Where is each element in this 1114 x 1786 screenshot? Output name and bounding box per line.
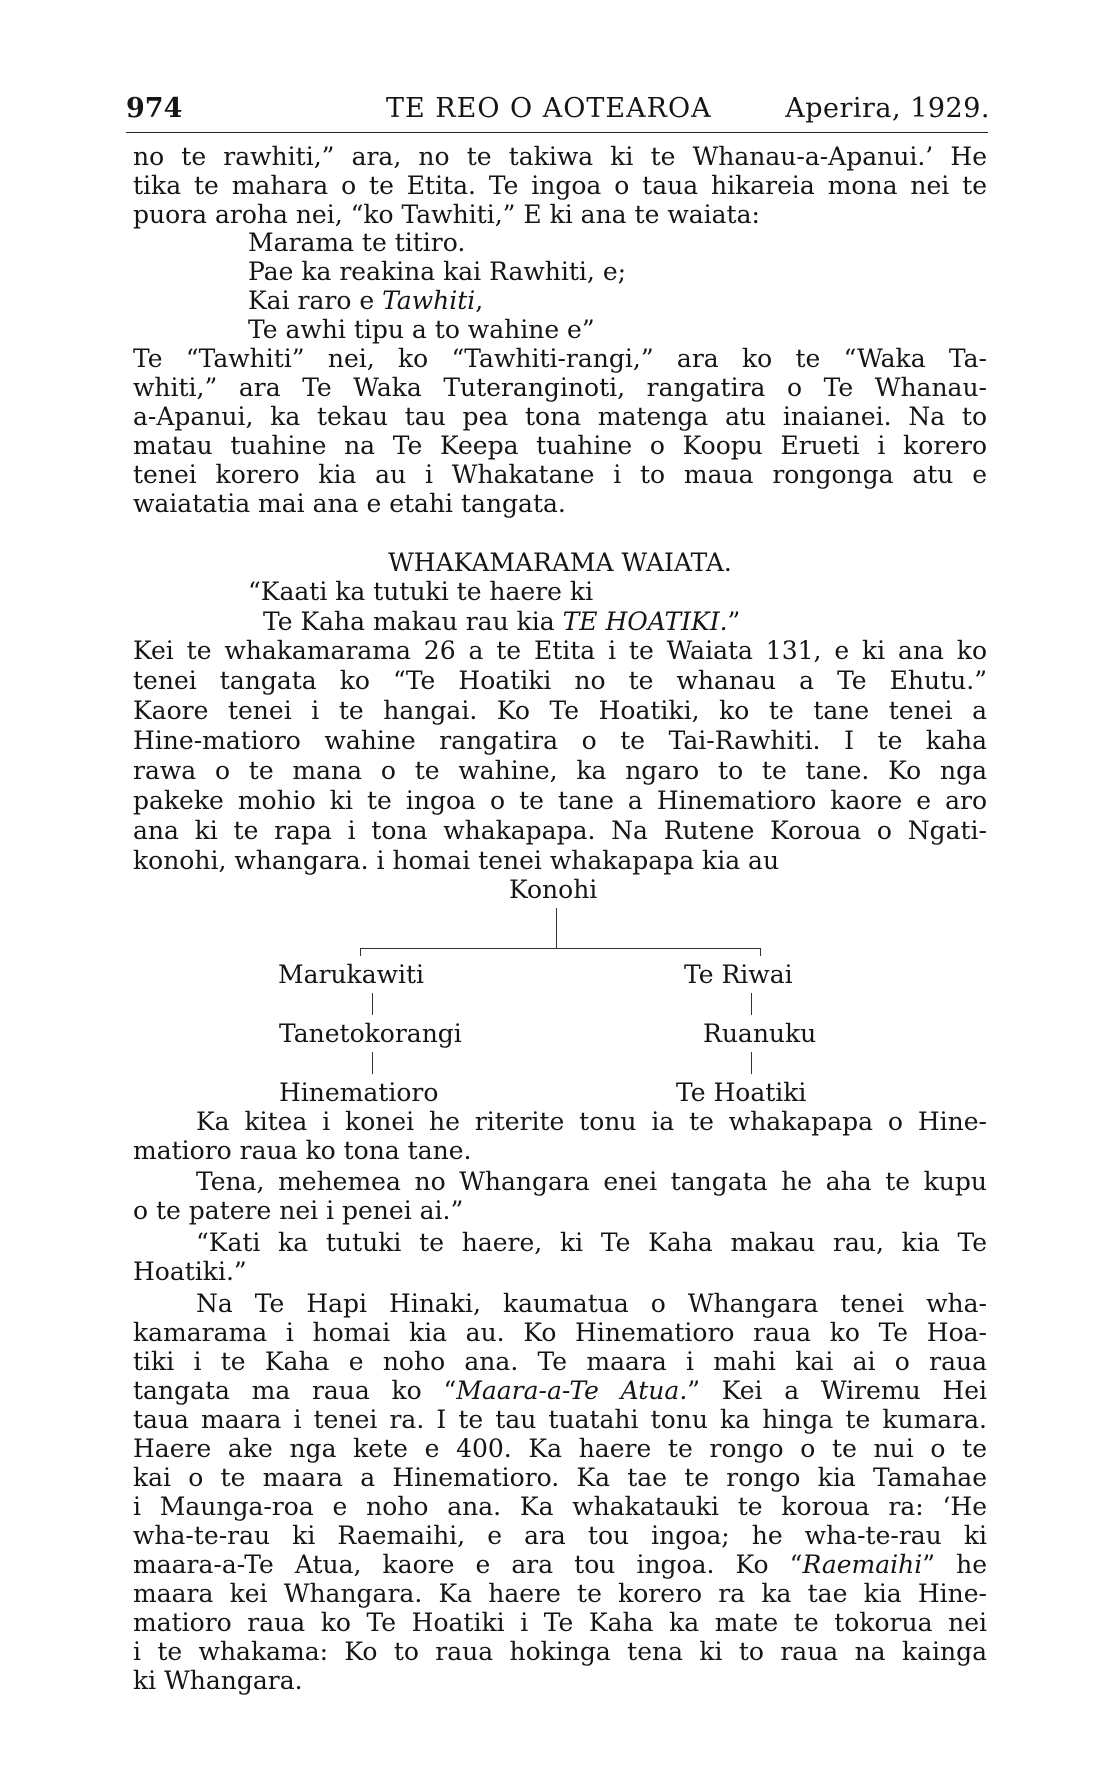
text-span: ” Kei a Wiremu Hei	[687, 1376, 988, 1405]
text-italic: Raemaihi	[802, 1550, 923, 1579]
text-span: maara-a-Te Atua, kaore e ara tou ingoa. Ko “	[133, 1550, 803, 1579]
text-line: Tena, mehemea no Whangara enei tangata he aha te kupu	[196, 1167, 987, 1196]
tree-connector	[372, 993, 373, 1015]
text-line: wha-te-rau ki Raemaihi, e ara tou ingoa; he wha-te-rau ki	[133, 1521, 987, 1550]
page-number: 974	[126, 93, 183, 124]
text-line: tika te mahara o te Etita. Te ingoa o taua hikareia mona nei te	[133, 171, 987, 200]
text-line: Kei te whakamarama 26 a te Etita i te Waiata 131, e ki ana ko	[133, 636, 987, 665]
text-line: matioro raua ko Te Hoatiki i Te Kaha ka mate te tokorua nei	[133, 1608, 987, 1637]
verse-italic: Tawhiti	[382, 286, 476, 315]
verse-text: Kai raro e	[248, 286, 383, 315]
verse-text: Te Kaha makau rau kia	[263, 607, 563, 636]
text-span: tangata ma raua ko “	[133, 1376, 457, 1405]
text-line: Na Te Hapi Hinaki, kaumatua o Whangara tenei wha-	[196, 1289, 987, 1318]
genealogy-left-3: Hinematioro	[279, 1078, 439, 1107]
text-line: Te “Tawhiti” nei, ko “Tawhiti-rangi,” ara ko te “Waka Ta-	[133, 344, 987, 373]
text-line: Kaore tenei i te hangai. Ko Te Hoatiki, ko te tane tenei a	[133, 696, 987, 725]
genealogy-root: Konohi	[509, 875, 598, 904]
journal-title: TE REO O AOTEAROA	[386, 93, 712, 124]
text-line: o te patere nei i penei ai.”	[133, 1196, 464, 1225]
text-line: rawa o te mana o te wahine, ka ngaro to te tane. Ko nga	[133, 756, 987, 785]
genealogy-right-2: Ruanuku	[703, 1019, 817, 1048]
text-span: ” he	[922, 1550, 987, 1579]
verse-italic: TE HOATIKI.	[562, 607, 728, 636]
text-line: pakeke mohio ki te ingoa o te tane a Hinematioro kaore e aro	[133, 786, 987, 815]
genealogy-left-2: Tanetokorangi	[279, 1019, 462, 1048]
text-line: tenei tangata ko “Te Hoatiki no te whanau a Te Ehutu.”	[133, 666, 987, 695]
verse-line: Te awhi tipu a to wahine e”	[248, 315, 595, 344]
tree-connector	[751, 1052, 752, 1074]
text-line: Hoatiki.”	[133, 1257, 247, 1286]
text-line: puora aroha nei, “ko Tawhiti,” E ki ana te waiata:	[133, 200, 760, 229]
text-line: kai o te maara a Hinematioro. Ka tae te rongo kia Tamahae	[133, 1463, 987, 1492]
text-line: tiki i te Kaha e noho ana. Te maara i mahi kai ai o raua	[133, 1347, 987, 1376]
verse-line: “Kaati ka tutuki te haere ki	[248, 577, 594, 606]
text-line: a-Apanui, ka tekau tau pea tona matenga atu inaianei. Na to	[133, 402, 987, 431]
text-line: whiti,” ara Te Waka Tuteranginoti, rangatira o Te Whanau-	[133, 373, 987, 402]
text-line: “Kati ka tutuki te haere, ki Te Kaha makau rau, kia Te	[196, 1228, 987, 1257]
text-line: konohi, whangara. i homai tenei whakapapa kia au	[133, 846, 780, 875]
text-line: i te whakama: Ko to raua hokinga tena ki to raua na kainga	[133, 1637, 987, 1666]
section-heading: WHAKAMARAMA WAIATA.	[388, 548, 732, 577]
text-italic: Maara-a-Te Atua.	[456, 1376, 688, 1405]
tree-connector	[556, 908, 557, 948]
verse-text: ,	[475, 286, 484, 315]
verse-line	[263, 608, 740, 636]
tree-connector	[360, 948, 760, 949]
verse-line	[248, 287, 483, 315]
genealogy-right-3: Te Hoatiki	[676, 1078, 807, 1107]
tree-connector	[760, 948, 761, 956]
text-line: matau tuahine na Te Keepa tuahine o Koopu Erueti i korero	[133, 431, 987, 460]
text-line: Ka kitea i konei he riterite tonu ia te whakapapa o Hine-	[196, 1107, 987, 1136]
text-line: kamarama i homai kia au. Ko Hinematioro raua ko Te Hoa-	[133, 1318, 987, 1347]
text-line: matioro raua ko tona tane.	[133, 1136, 472, 1165]
verse-text: ”	[727, 607, 741, 636]
tree-connector	[372, 1052, 373, 1074]
text-line: waiatatia mai ana e etahi tangata.	[133, 489, 566, 518]
text-line	[133, 1551, 987, 1579]
text-line: Haere ake nga kete e 400. Ka haere te rongo o te nui o te	[133, 1434, 987, 1463]
genealogy-right-1: Te Riwai	[684, 960, 793, 989]
text-line: ana ki te rapa i tona whakapapa. Na Rutene Koroua o Ngati-	[133, 816, 987, 845]
text-line: maara kei Whangara. Ka haere te korero ra ka tae kia Hine-	[133, 1579, 987, 1608]
text-line: tenei korero kia au i Whakatane i to maua rongonga atu e	[133, 460, 987, 489]
text-line: no te rawhiti,” ara, no te takiwa ki te Whanau-a-Apanui.’ He	[133, 142, 987, 171]
text-line	[133, 1377, 987, 1405]
verse-line: Marama te titiro.	[248, 228, 466, 257]
text-line: taua maara i tenei ra. I te tau tuatahi tonu ka hinga te kumara.	[133, 1405, 987, 1434]
genealogy-left-1: Marukawiti	[278, 960, 425, 989]
header-rule	[126, 132, 988, 133]
text-line: Hine-matioro wahine rangatira o te Tai-Rawhiti. I te kaha	[133, 726, 987, 755]
text-line: i Maunga-roa e noho ana. Ka whakatauki te koroua ra: ‘He	[133, 1492, 987, 1521]
verse-line: Pae ka reakina kai Rawhiti, e;	[248, 257, 627, 286]
tree-connector	[751, 993, 752, 1015]
issue-date: Aperira, 1929.	[785, 93, 990, 124]
text-line: ki Whangara.	[133, 1666, 303, 1695]
tree-connector	[360, 948, 361, 956]
